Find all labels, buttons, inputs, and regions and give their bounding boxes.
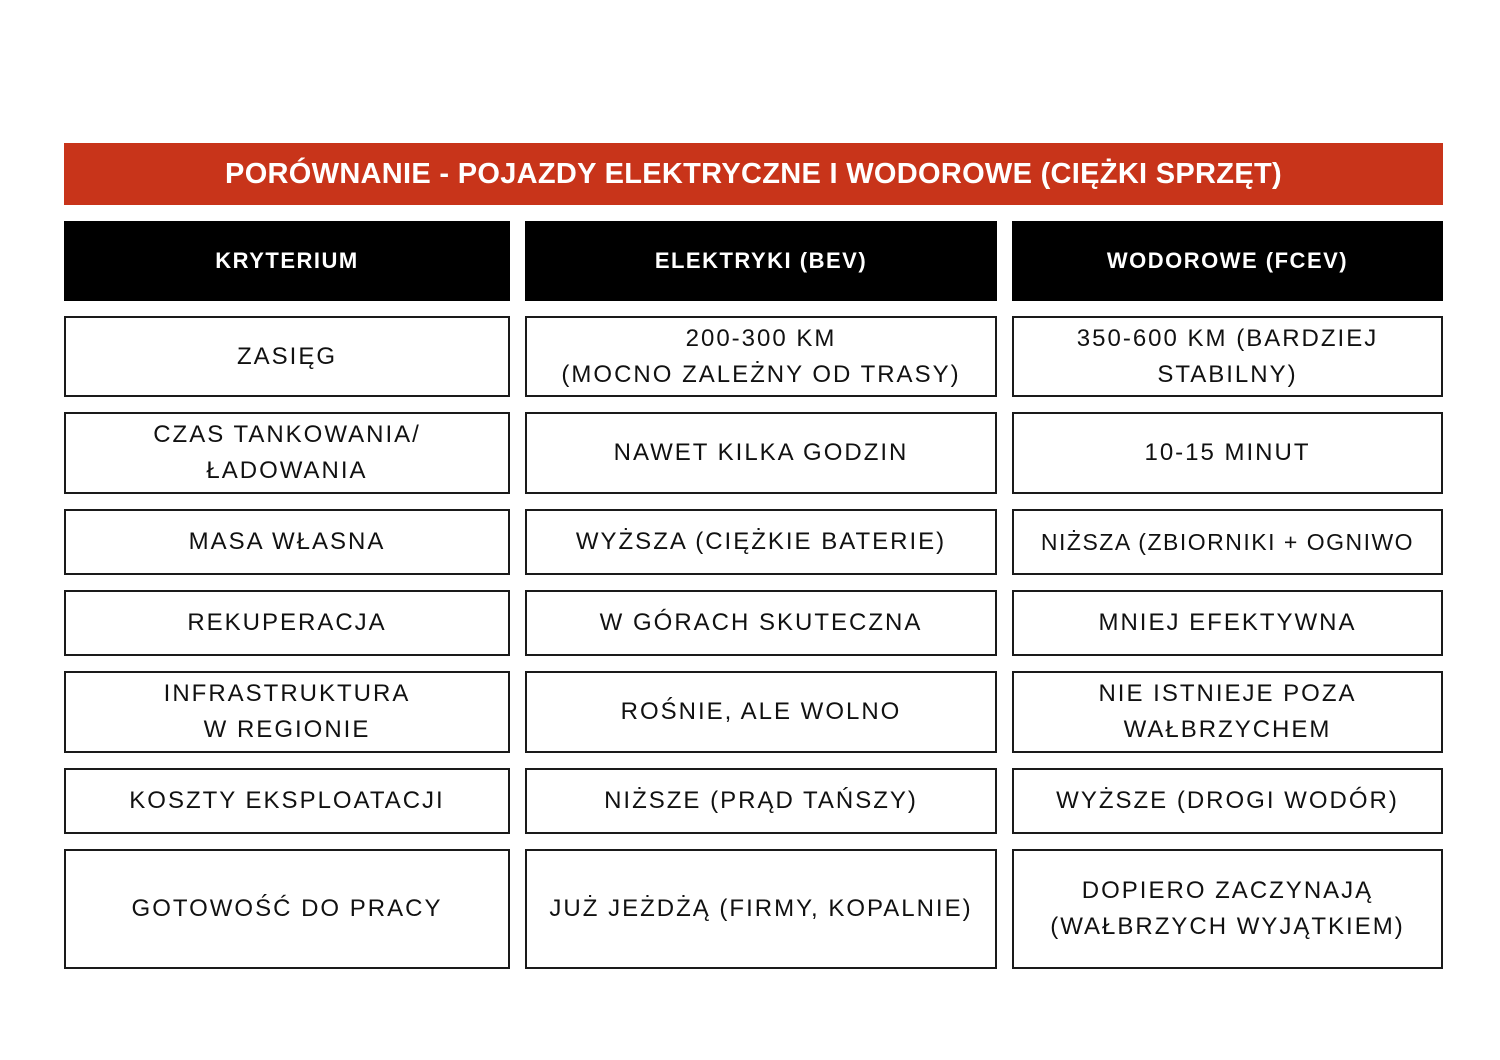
row-range-criterion bbox=[64, 316, 510, 397]
row-refuel-fcev bbox=[1012, 412, 1443, 494]
fcev-recuperation: MNIEJ EFEKTYWNA bbox=[1098, 609, 1357, 636]
row-range-fcev bbox=[1012, 316, 1443, 397]
criterion-costs: KOSZTY EKSPLOATACJI bbox=[129, 787, 445, 814]
row-mass-fcev bbox=[1012, 509, 1443, 575]
row-refuel-bev bbox=[525, 412, 997, 494]
header-criterion bbox=[64, 221, 510, 301]
row-infrastructure-bev bbox=[525, 671, 997, 753]
table-title-bar bbox=[64, 143, 1443, 205]
row-readiness-fcev bbox=[1012, 849, 1443, 969]
table-title: PORÓWNANIE - POJAZDY ELEKTRYCZNE I WODOROWE (CIĘŻKI SPRZĘT) bbox=[225, 157, 1282, 190]
bev-mass: WYŻSZA (CIĘŻKIE BATERIE) bbox=[575, 528, 947, 555]
criterion-readiness: GOTOWOŚĆ DO PRACY bbox=[131, 895, 443, 922]
fcev-mass: NIŻSZA (ZBIORNIKI + OGNIWO bbox=[1040, 529, 1415, 555]
header-bev-label: ELEKTRYKI (BEV) bbox=[654, 248, 868, 273]
bev-range: 200-300 KM (MOCNO ZALEŻNY OD TRASY) bbox=[561, 324, 961, 388]
criterion-refuel-time: CZAS TANKOWANIA/ ŁADOWANIA bbox=[153, 421, 421, 484]
bev-infrastructure: ROŚNIE, ALE WOLNO bbox=[620, 698, 902, 725]
criterion-infrastructure: INFRASTRUKTURA W REGIONIE bbox=[163, 680, 411, 743]
row-mass-bev bbox=[525, 509, 997, 575]
row-readiness-criterion bbox=[64, 849, 510, 969]
row-recuperation-fcev bbox=[1012, 590, 1443, 656]
criterion-recuperation: REKUPERACJA bbox=[187, 609, 387, 636]
row-costs-criterion bbox=[64, 768, 510, 834]
fcev-refuel-time: 10-15 MINUT bbox=[1144, 439, 1311, 466]
fcev-range: 350-600 KM (BARDZIEJ STABILNY) bbox=[1076, 324, 1379, 388]
bev-refuel-time: NAWET KILKA GODZIN bbox=[613, 439, 909, 466]
header-criterion-label: KRYTERIUM bbox=[215, 248, 359, 273]
fcev-infrastructure: NIE ISTNIEJE POZA WAŁBRZYCHEM bbox=[1098, 680, 1357, 743]
row-costs-bev bbox=[525, 768, 997, 834]
bev-recuperation: W GÓRACH SKUTECZNA bbox=[599, 609, 923, 636]
row-refuel-criterion bbox=[64, 412, 510, 494]
row-recuperation-bev bbox=[525, 590, 997, 656]
row-range-bev bbox=[525, 316, 997, 397]
row-recuperation-criterion bbox=[64, 590, 510, 656]
bev-costs: NIŻSZE (PRĄD TAŃSZY) bbox=[604, 787, 918, 814]
row-costs-fcev bbox=[1012, 768, 1443, 834]
row-infrastructure-criterion bbox=[64, 671, 510, 753]
criterion-mass: MASA WŁASNA bbox=[188, 528, 386, 555]
row-readiness-bev bbox=[525, 849, 997, 969]
header-bev bbox=[525, 221, 997, 301]
header-fcev bbox=[1012, 221, 1443, 301]
fcev-costs: WYŻSZE (DROGI WODÓR) bbox=[1056, 787, 1399, 814]
row-infrastructure-fcev bbox=[1012, 671, 1443, 753]
criterion-range: ZASIĘG bbox=[236, 342, 338, 370]
row-mass-criterion bbox=[64, 509, 510, 575]
fcev-readiness: DOPIERO ZACZYNAJĄ (WAŁBRZYCH WYJĄTKIEM) bbox=[1050, 877, 1405, 940]
header-fcev-label: WODOROWE (FCEV) bbox=[1106, 248, 1349, 273]
bev-readiness: JUŻ JEŻDŻĄ (FIRMY, KOPALNIE) bbox=[549, 895, 973, 922]
